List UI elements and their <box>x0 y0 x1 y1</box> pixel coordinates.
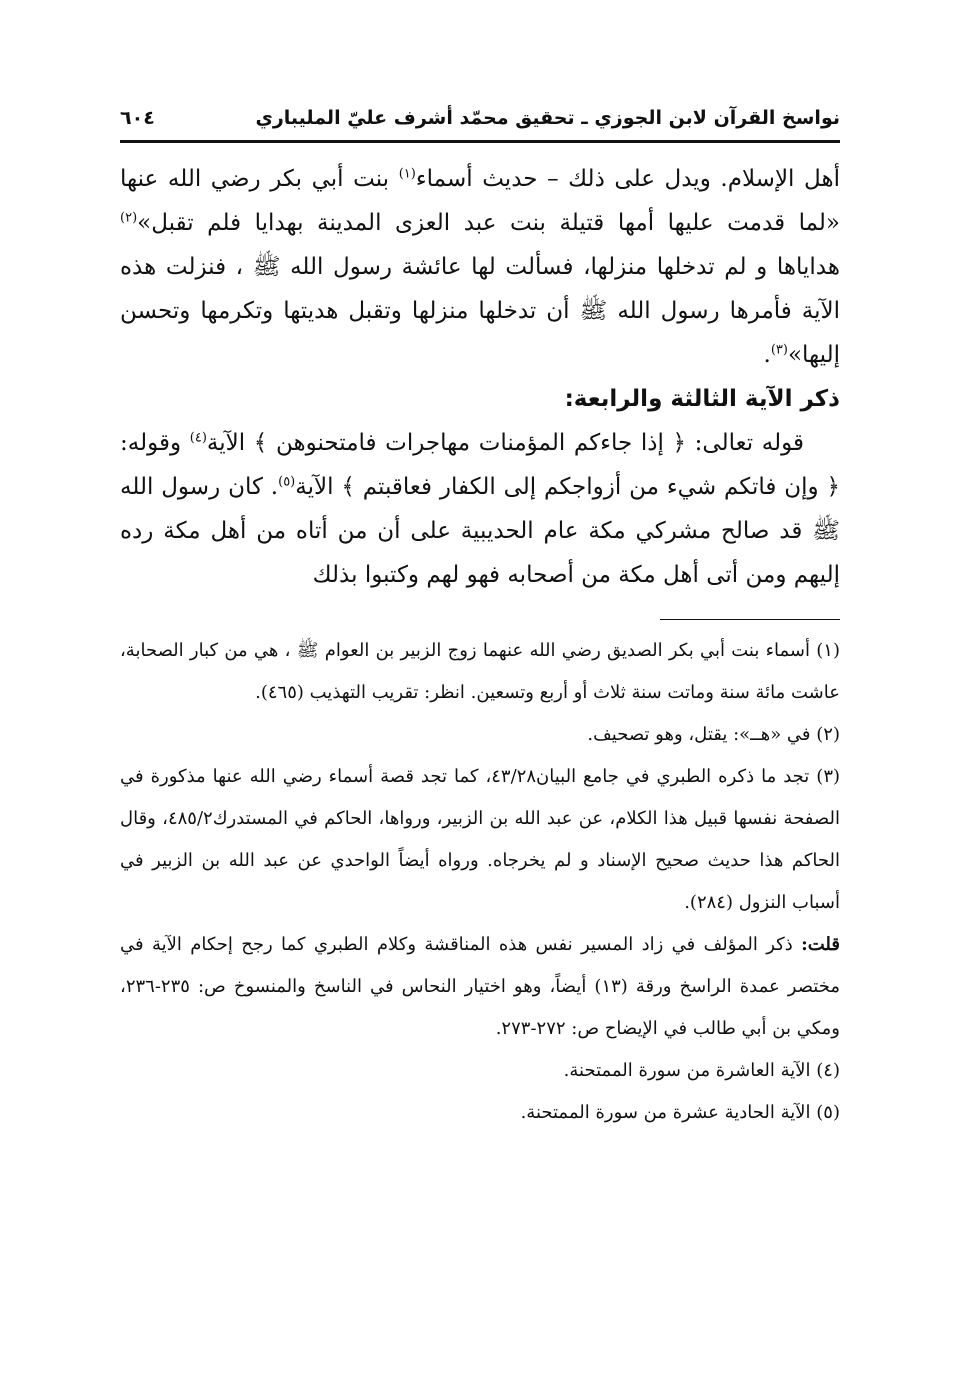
main-text <box>120 157 840 597</box>
footnote-ref-1: (١) <box>398 166 416 182</box>
footnote-ref-5: (٥) <box>278 474 296 490</box>
paragraph-1 <box>120 157 840 377</box>
text-run: قوله تعالى: ﴿ إذا جاءكم المؤمنات مهاجرات فامتحنوهن ﴾ الآية <box>206 430 805 456</box>
footnote-3: (٣) تجد ما ذكره الطبري في جامع البيان٤٣/٢٨، كما تجد قصة أسماء رضي الله عنها مذكورة في الصفحة نفسها قبيل هذا الكلام، عن عبد الله بن الزبير، ورواها، الحاكم في المستدرك٤٨٥/٢، وقال الحاكم هذا حديث صحيح الإسناد و لم يخرجاه. ورواه أيضاً الواحدي عن عبد الله بن الزبير في أسباب النزول (٢٨٤). <box>120 766 841 913</box>
header-rule <box>120 140 840 143</box>
text-run: بنت أبي بكر رضي الله عنها «لما قدمت عليها أمها قتيلة بنت عبد العزى المدينة بهدايا فلم تقبل» <box>120 166 840 236</box>
editor-note <box>120 924 840 1050</box>
footnote-1: (١) أسماء بنت أبي بكر الصديق رضي الله عنهما زوج الزبير بن العوام ﷺ ، هي من كبار الصحابة، عاشت مائة سنة وماتت سنة ثلاث أو أربع وتسعين. انظر: تقريب التهذيب (٤٦٥). <box>120 640 840 703</box>
footnote-5: (٥) الآية الحادية عشرة من سورة الممتحنة. <box>520 1102 840 1123</box>
footnote-4: (٤) الآية العاشرة من سورة الممتحنة. <box>563 1060 840 1081</box>
text-run: . كان رسول الله ﷺ قد صالح مشركي مكة عام الحديبية على أن من أتاه من أهل مكة رده إليهم ومن أتى أهل مكة من أصحابه فهو لهم وكتبوا بذلك <box>120 474 840 588</box>
header-title: نواسخ القرآن لابن الجوزي ـ تحقيق محمّد أشرف عليّ المليباري <box>255 107 840 129</box>
text-run: . <box>763 342 771 368</box>
section-heading: ذكر الآية الثالثة والرابعة: <box>564 386 840 412</box>
paragraph-2 <box>120 421 840 597</box>
footnote-ref-3: (٣) <box>770 342 788 358</box>
footnote-ref-2: (٢) <box>120 210 138 226</box>
footnote-ref-4: (٤) <box>189 430 207 446</box>
page-number: ٦٠٤ <box>120 107 155 129</box>
footnote-2: (٢) في «هــ»: يقتل، وهو تصحيف. <box>587 724 840 745</box>
text-run: هداياها و لم تدخلها منزلها، فسألت لها عائشة رسول الله ﷺ ، فنزلت هذه الآية فأمرها رسول الله ﷺ أن تدخلها منزلها وتقبل هديتها وتكرمها وتحسن إليها» <box>120 254 840 368</box>
running-header <box>120 100 840 136</box>
footnote-separator <box>660 619 840 620</box>
text-run: وقوله: ﴿ وإن فاتكم شيء من أزواجكم إلى الكفار فعاقبتم ﴾ الآية <box>120 430 840 500</box>
editor-note-text: ذكر المؤلف في زاد المسير نفس هذه المناقشة وكلام الطبري كما رجح إحكام الآية في مختصر عمدة الراسخ ورقة (١٣) أيضاً، وهو اختيار النحاس في الناسخ والمنسوخ ص: ٢٣٥-٢٣٦، ومكي بن أبي طالب في الإيضاح ص: ٢٧٢-٢٧٣. <box>120 934 840 1039</box>
editor-note-label: قلت: <box>801 934 840 955</box>
page <box>120 100 840 1134</box>
text-run: أهل الإسلام. ويدل على ذلك – حديث أسماء <box>415 166 840 192</box>
footnotes <box>120 630 840 1134</box>
